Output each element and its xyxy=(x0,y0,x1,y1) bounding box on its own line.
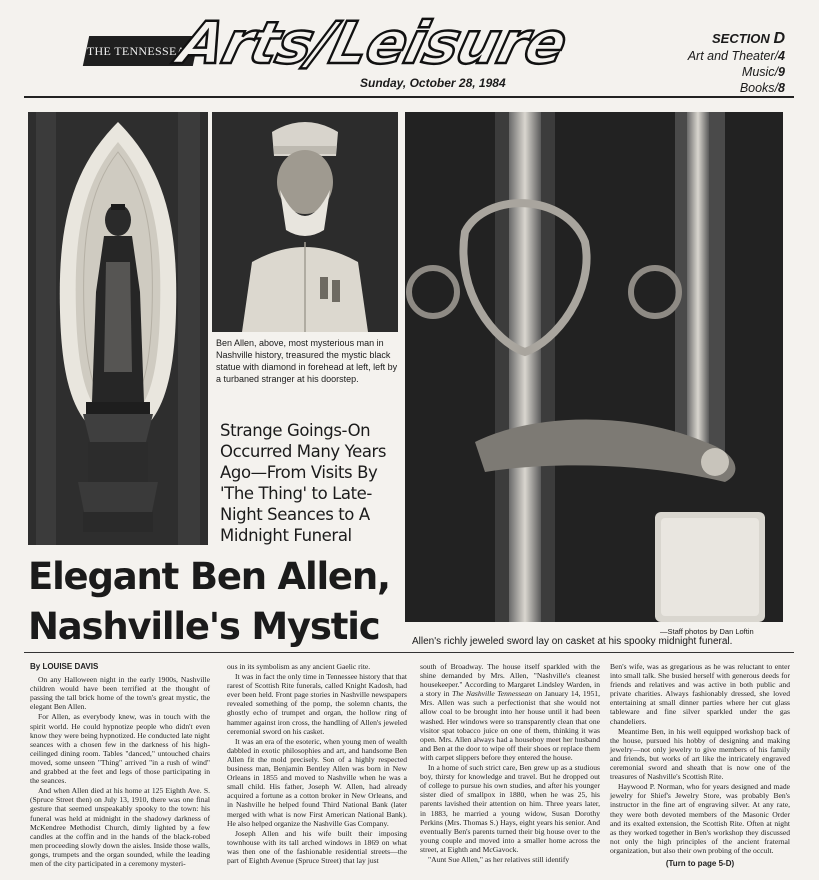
portrait-photo xyxy=(212,112,398,332)
statue-photo xyxy=(28,112,208,545)
paragraph: "Aunt Sue Allen," as her relatives still identify xyxy=(428,854,570,864)
main-headline xyxy=(28,552,408,652)
body-rule xyxy=(24,652,794,653)
paragraph: ous in its symbolism as any ancient Gaelic rite. xyxy=(227,662,371,671)
masthead-rule xyxy=(24,96,794,98)
paragraph: And when Allen died at his home at 125 Eighth Ave. S. (Spruce Street then) on July 13, 1910, there was one final gesture that seemed unspeakably spooky to the town: his funeral was held at midnight in the shadowy darkness of McKendree Methodist Church, dimly lighted by a few candles at the coffin and in the hands of the black-robed men proceeding slowly down the aisles. Inside those walls, gongs, trumpets and the organ sounded, while the leading men of the city participated in a ceremony mysteri- xyxy=(30,786,210,868)
index-item: Music/9 xyxy=(741,65,785,79)
paragraph: It was an era of the esoteric, when young men of wealth dabbled in exotic philosophies and art, and handsome Ben Allen fit the mold precisely. Son of a highly respected business man, Benjamin Bentley Allen was born in New Orleans in 1855 and moved to Nashville when he was a small child. His father, Joseph W. Allen, had already acquired a fortune as a cotton broker in New Orleans, and in Nashville he helped found Third National Bank (later merged with what is now First American National Bank). He also helped organize the Nashville Gas Company. xyxy=(227,736,407,828)
section-title: Arts/Leisure xyxy=(171,9,574,77)
jump-line: (Turn to page 5-D) xyxy=(665,858,735,868)
paragraph: In a home of such strict care, Ben grew up as a studious boy, thirsty for knowledge and travel. But he dropped out of college to pursue his own studies, and after his younger sister died of smallpox in 1880, when he was 25, his parents lavished their attention on him. Three years later, in 1883, he married a young widow, Susan Dorothy Perkins (Mrs. Thomas S.) Hays, eight years his senior. And eventually Ben's parents turned their big house over to the young couple and moved into a smaller home across the street, at Eighth and McGavock. xyxy=(420,763,600,854)
paragraph: On any Halloween night in the early 1900s, Nashville children would have been terrified at the thought of passing the tall brick home of the town's great mystic, the elegant Ben Allen. xyxy=(30,675,210,712)
paragraph: Ben's wife, was as gregarious as he was reluctant to enter into small talk. She busied herself with generous deeds for friends and relatives and was active in both public and private charities. Always fashionably dressed, she loved entertaining at small dinner parties where her cut glass tableware and fine silver sparkled under the gas chandeliers. xyxy=(610,662,790,726)
paragraph: Meantime Ben, in his well equipped workshop back of the house, pursued his hobby of designing and making jewelry—not only jewelry to give members of his family and friends, but works of art like the intricately engraved ceremonial sword and sheath that is now one of the treasures of Nashville's Scottish Rite. xyxy=(610,726,790,782)
index-item: Books/8 xyxy=(739,81,785,95)
byline: By LOUISE DAVIS xyxy=(30,662,99,671)
index-item: Art and Theater/4 xyxy=(687,49,785,63)
paragraph: south of Broadway. The house itself sparkled with the shine demanded by Mrs. Allen, "Nashville's cleanest housekeeper." According to Margaret Lindsley Warden, in a story in The Nashville Tennessean on January 14, 1951, Mrs. Allen was such a perfectionist that she would not allow coal to be brought into her house until it had been washed. Her windows were so transparently clean that one visitor spat tobacco juice on one of them, thinking it was open. Mrs. Allen always had a houseboy meet her husband and Ben at the door to wipe off their shoes or replace them with carpet slippers before they entered the house. xyxy=(420,662,600,762)
sword-photo xyxy=(405,112,783,622)
portrait-caption: Ben Allen, above, most mysterious man in Nashville history, treasured the mystic black statue with diamond in forehead at left, left by a turbaned stranger at his doorstep. xyxy=(216,338,398,384)
paragraph: Joseph Allen and his wife built their imposing townhouse with its tall arched windows in 1869 on what was then one of the fashionable residential streets—the part of Eighth Avenue (Spruce Street) that lay just xyxy=(227,828,407,865)
sword-caption: Allen's richly jeweled sword lay on casket at his spooky midnight funeral. xyxy=(412,636,733,647)
headline-line-2: Nashville's Mystic xyxy=(28,605,380,648)
article-deck: Strange Goings-On Occurred Many Years Ago—From Visits By 'The Thing' to Late-Night Seances to A Midnight Funeral xyxy=(220,421,387,545)
paragraph: For Allen, as everybody knew, was in touch with the spirit world. He could hypnotize people who didn't even know they were being hypnotized. He conducted late night seances with a chosen few in the darkness of his high-ceilinged dining room. Tables "danced," untouched chairs moved, some unseen "Thing" arrived "in a rush of wind" and grabbed at the feet and legs of those participating in the seances. xyxy=(30,712,210,786)
article-column-1 xyxy=(30,662,210,869)
paragraph: It was in fact the only time in Tennessee history that that rarest of Scottish Rite funerals, called Knight Kadosh, had ever been held. Front page stories in Nashville newspapers revealed something of the pomp, the solemn chants, the ghostly echo of trumpet and organ, the hollow ring of hammer against iron cross, the handling of Allen's jeweled ceremonial sword on his casket. xyxy=(227,672,407,736)
headline-line-1: Elegant Ben Allen, xyxy=(28,555,390,598)
issue-date: Sunday, October 28, 1984 xyxy=(360,76,506,90)
paragraph: Haywood P. Norman, who for years designed and made jewelry for Shief's Jewelry Store, was probably Ben's instructor in the fine art of engraving silver. At any rate, they were both devoted members of the Masonic Order and its exalted extension, the Scottish Rite. Often at night as they worked together in Ben's workshop they discussed not only the high principles of the ancient fraternal organization, but also their own probing of the occult. xyxy=(610,782,790,855)
section-index xyxy=(688,30,785,96)
photo-credit: —Staff photos by Dan Loftin xyxy=(660,627,754,636)
newspaper-title: The Nashville Tennessean xyxy=(452,689,533,699)
section-heading: SECTION D xyxy=(712,30,785,47)
newspaper-brand: THE TENNESSEAN xyxy=(83,36,199,66)
article-column-2 xyxy=(227,662,407,866)
article-column-3 xyxy=(420,662,600,865)
article-column-4 xyxy=(610,662,790,868)
